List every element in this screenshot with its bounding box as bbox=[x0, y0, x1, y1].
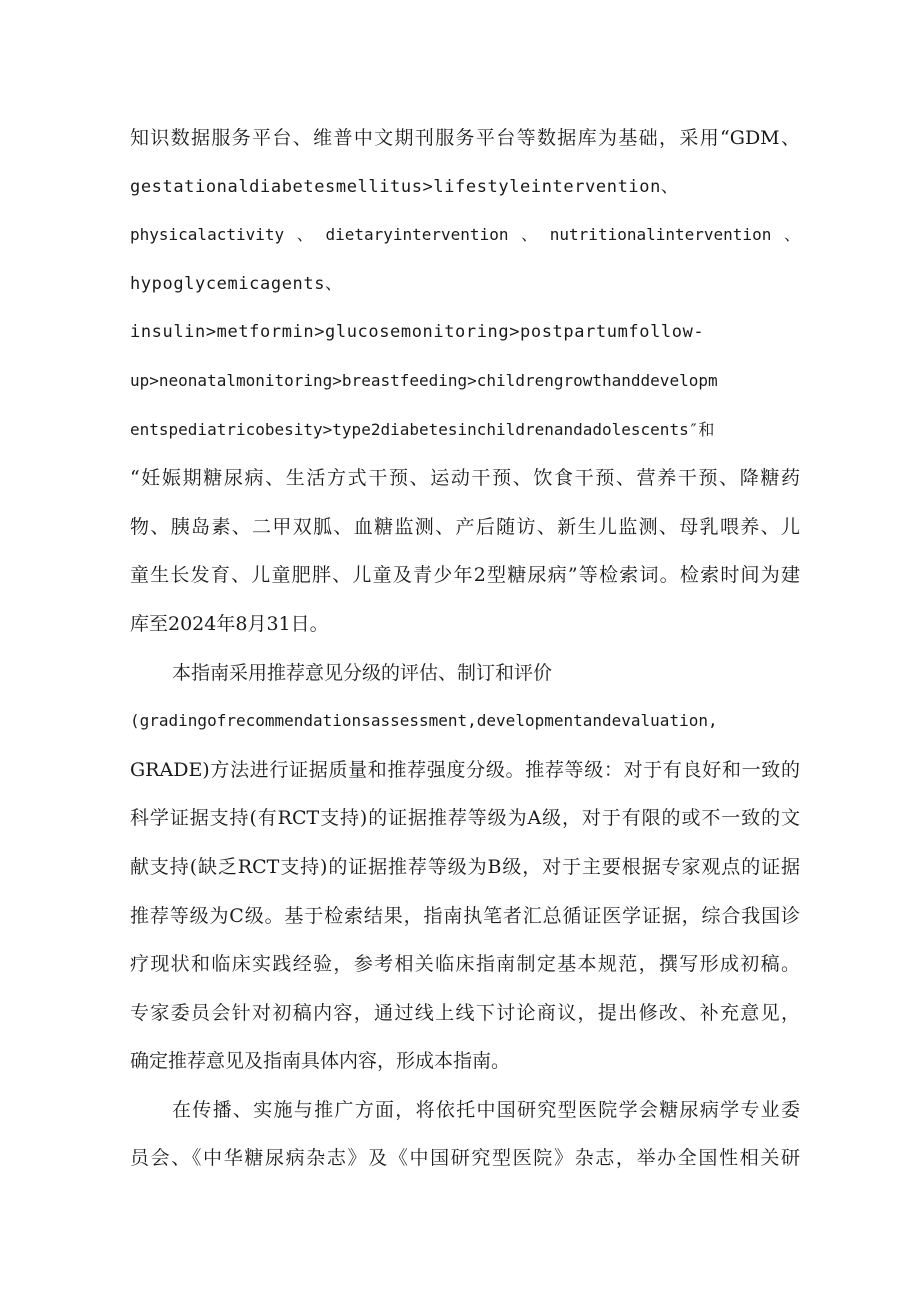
text-line: gestationaldiabetesmellitus>lifestyleintervention、 bbox=[130, 176, 679, 197]
paragraph-first-line: 在传播、实施与推广方面，将依托中国研究型医院学会糖尿病学专业委 bbox=[172, 1098, 800, 1121]
text-line: “妊娠期糖尿病、生活方式干预、运动干预、饮食干预、营养干预、降糖药 bbox=[130, 467, 800, 490]
paragraph-first-line: 本指南采用推荐意见分级的评估、制订和评价 bbox=[172, 661, 553, 684]
text-line: 确定推荐意见及指南具体内容，形成本指南。 bbox=[130, 1050, 511, 1073]
text-line: 专家委员会针对初稿内容，通过线上线下讨论商议，提出修改、补充意见， bbox=[130, 1001, 800, 1024]
text-line: physicalactivity、dietaryintervention、nutritionalintervention、 bbox=[130, 225, 800, 245]
text-line: 童生长发育、儿童肥胖、儿童及青少年2型糖尿病”等检索词。检索时间为建 bbox=[130, 564, 800, 587]
text-line: 推荐等级为C级。基于检索结果，指南执笔者汇总循证医学证据，综合我国诊 bbox=[130, 904, 800, 927]
text-line: insulin>metformin>glucosemonitoring>postpartumfollow- bbox=[130, 322, 705, 343]
text-line: GRADE)方法进行证据质量和推荐强度分级。推荐等级：对于有良好和一致的 bbox=[130, 758, 800, 781]
text-line: 员会、《中华糖尿病杂志》及《中国研究型医院》杂志，举办全国性相关研 bbox=[130, 1147, 800, 1170]
body-text bbox=[130, 114, 800, 1183]
text-line: 献支持(缺乏RCT支持)的证据推荐等级为B级，对于主要根据专家观点的证据 bbox=[130, 855, 800, 878]
text-line: 科学证据支持(有RCT支持)的证据推荐等级为A级，对于有限的或不一致的文 bbox=[130, 807, 800, 830]
text-line: 疗现状和临床实践经验，参考相关临床指南制定基本规范，撰写形成初稿。 bbox=[130, 953, 800, 976]
text-line: 物、胰岛素、二甲双胍、血糖监测、产后随访、新生儿监测、母乳喂养、儿 bbox=[130, 515, 800, 538]
text-line: hypoglycemicagents、 bbox=[130, 273, 343, 294]
text-line: (gradingofrecommendationsassessment,developmentandevaluation, bbox=[130, 711, 718, 731]
text-line: 库至2024年8月31日。 bbox=[130, 612, 329, 635]
text-line: 知识数据服务平台、维普中文期刊服务平台等数据库为基础，采用“GDM、 bbox=[130, 127, 800, 149]
text-line: up>neonatalmonitoring>breastfeeding>childrengrowthanddevelopm bbox=[130, 370, 718, 390]
text-line: entspediatricobesity>type2diabetesinchildrenandadolescents″和 bbox=[130, 419, 715, 439]
